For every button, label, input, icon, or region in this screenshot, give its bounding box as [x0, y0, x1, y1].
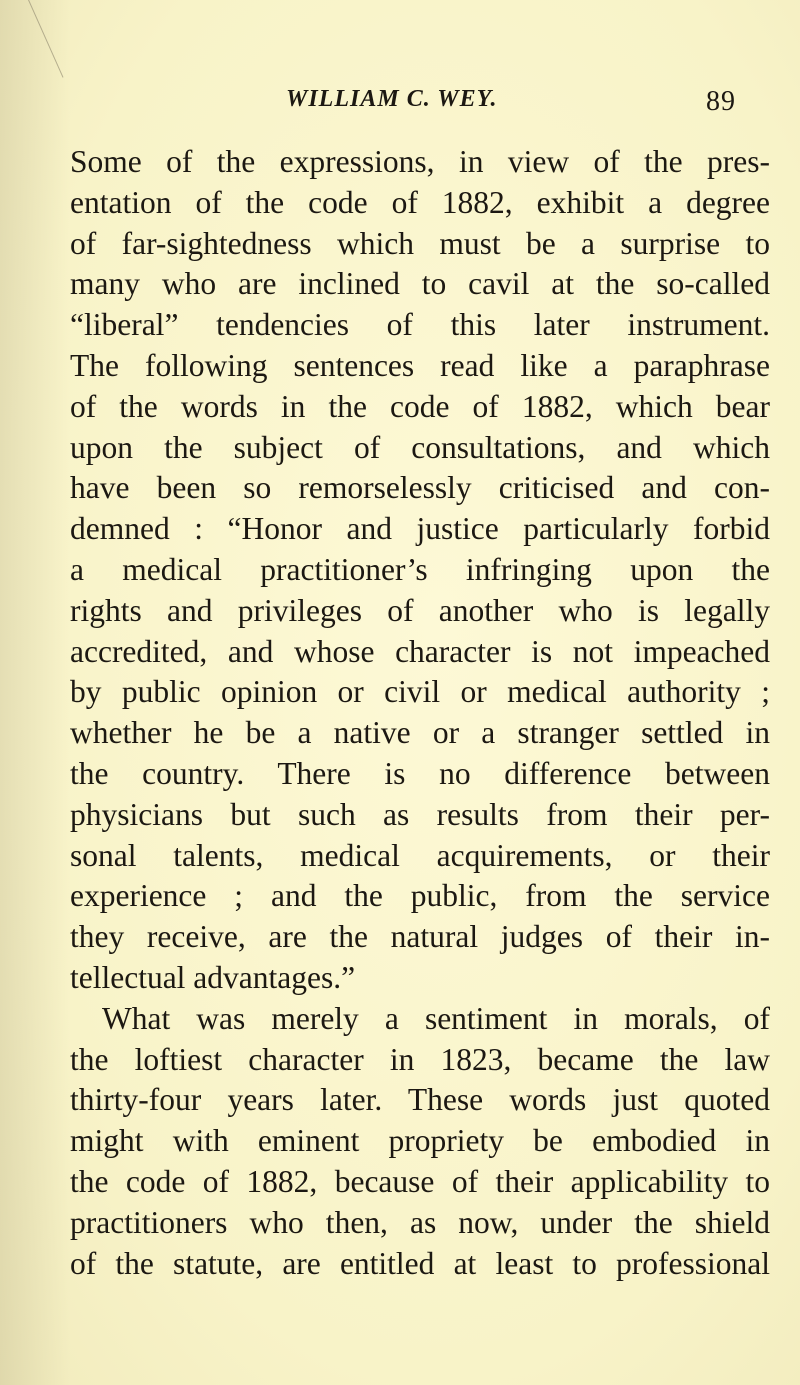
- text-line: have been so remorselessly criticised and con-: [70, 470, 770, 506]
- page-number: 89: [706, 86, 736, 117]
- text-line: The following sentences read like a paraphrase: [70, 347, 770, 383]
- text-line: whether he be a native or a stranger settled in: [70, 715, 770, 751]
- text-line: thirty-four years later. These words just quoted: [70, 1082, 770, 1118]
- text-line: demned : “Honor and justice particularly forbid: [70, 511, 770, 547]
- text-line: accredited, and whose character is not impeached: [70, 633, 770, 669]
- running-head-title: WILLIAM C. WEY.: [286, 86, 498, 112]
- text-line: might with eminent propriety be embodied in: [70, 1123, 770, 1159]
- text-line: many who are inclined to cavil at the so-called: [70, 266, 770, 302]
- text-line: rights and privileges of another who is legally: [70, 592, 770, 628]
- text-line: the country. There is no difference between: [70, 755, 770, 791]
- text-line: Some of the expressions, in view of the pres-: [70, 144, 770, 179]
- text-line: of far-sightedness which must be a surprise to: [70, 225, 770, 261]
- text-line: sonal talents, medical acquirements, or their: [70, 837, 770, 873]
- text-line: of the statute, are entitled at least to professional: [70, 1245, 770, 1281]
- text-line: the code of 1882, because of their applicability to: [70, 1163, 770, 1199]
- text-line: by public opinion or civil or medical authority ;: [70, 674, 770, 710]
- text-line: the loftiest character in 1823, became the law: [70, 1041, 770, 1077]
- text-line: entation of the code of 1882, exhibit a degree: [70, 184, 770, 220]
- text-line: upon the subject of consultations, and which: [70, 429, 770, 465]
- text-line: “liberal” tendencies of this later instrument.: [70, 307, 770, 343]
- text-line: tellectual advantages.”: [70, 959, 356, 995]
- body-text: [70, 142, 770, 1284]
- text-line: practitioners who then, as now, under the shield: [70, 1204, 770, 1240]
- text-line: physicians but such as results from their per-: [70, 796, 770, 832]
- gutter-shadow: [0, 0, 70, 1385]
- running-head: [286, 86, 736, 122]
- text-line: experience ; and the public, from the service: [70, 878, 770, 914]
- text-line: of the words in the code of 1882, which bear: [70, 388, 770, 424]
- text-line: What was merely a sentiment in morals, of: [102, 1000, 770, 1036]
- text-line: they receive, are the natural judges of their in-: [70, 919, 770, 955]
- text-line: a medical practitioner’s infringing upon the: [70, 551, 770, 587]
